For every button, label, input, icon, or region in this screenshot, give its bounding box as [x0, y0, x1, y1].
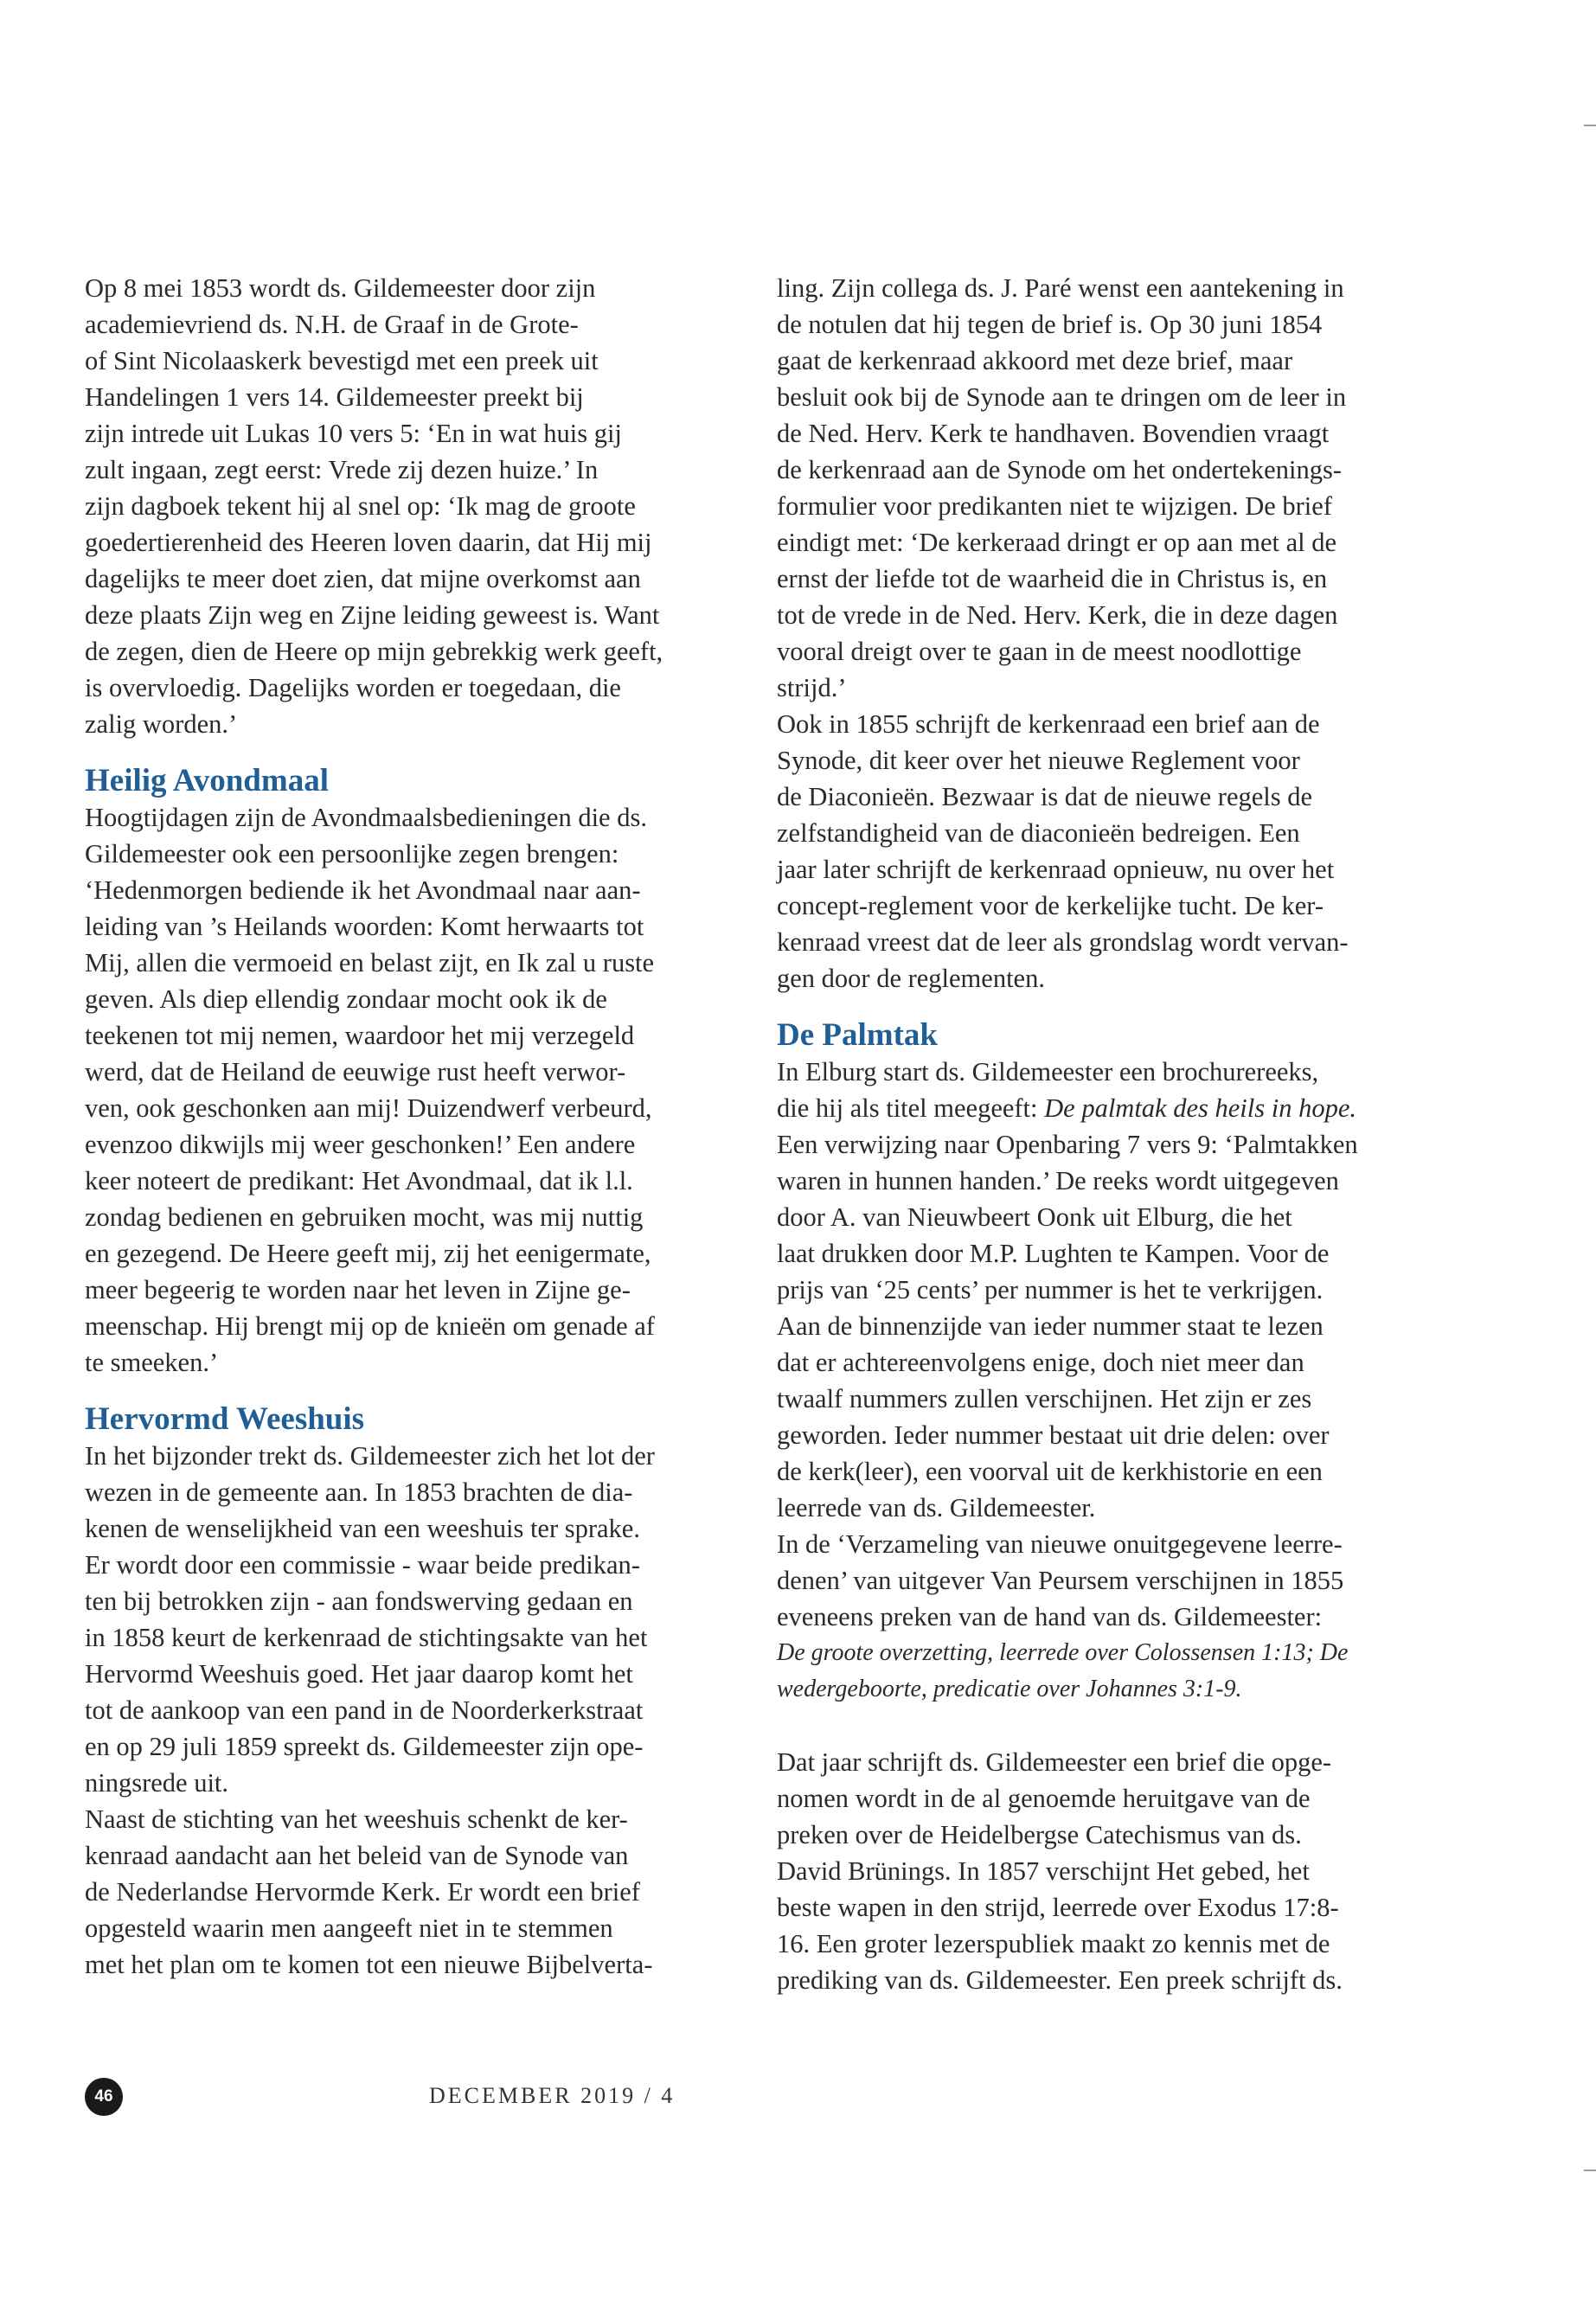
section-heading: Heilig Avondmaal: [85, 763, 329, 798]
text-line: strijd.’: [777, 673, 847, 702]
text-line: goedertierenheid des Heeren loven daarin, dat Hij mij: [85, 528, 652, 557]
section-heading: De Palmtak: [777, 1017, 938, 1053]
text-line: ling. Zijn collega ds. J. Paré wenst een aantekening in: [777, 273, 1344, 303]
text-line: Een verwijzing naar Openbaring 7 vers 9: ‘Palmtakken: [777, 1130, 1358, 1159]
text-line: denen’ van uitgever Van Peursem verschijnen in 1855: [777, 1566, 1344, 1595]
text-line: leerrede van ds. Gildemeester.: [777, 1493, 1096, 1522]
text-line: ven, ook geschonken aan mij! Duizendwerf verbeurd,: [85, 1093, 652, 1123]
text-line: zelfstandigheid van de diaconieën bedreigen. Een: [777, 818, 1300, 848]
intro-paragraph: [85, 270, 751, 742]
text-line: laat drukken door M.P. Lughten te Kampen. Voor de: [777, 1239, 1330, 1268]
text-line: prijs van ‘25 cents’ per nummer is het te verkrijgen.: [777, 1275, 1324, 1304]
text-line: ningsrede uit.: [85, 1768, 229, 1798]
text-line: ernst der liefde tot de waarheid die in Christus is, en: [777, 564, 1328, 593]
text-line: besluit ook bij de Synode aan te dringen om de leer in: [777, 382, 1347, 412]
text-line: gaat de kerkenraad akkoord met deze brief, maar: [777, 346, 1293, 375]
text-line: de zegen, dien de Heere op mijn gebrekkig werk geeft,: [85, 637, 663, 666]
section-heading: Hervormd Weeshuis: [85, 1401, 365, 1437]
text-line: kenraad vreest dat de leer als grondslag wordt vervan-: [777, 927, 1349, 957]
spacer: [85, 1381, 751, 1401]
text-line: meer begeerig te worden naar het leven in Zijne ge-: [85, 1275, 631, 1304]
text-line: David Brünings. In 1857 verschijnt Het gebed, het: [777, 1856, 1310, 1886]
section-de-palmtak: [777, 1017, 1443, 1708]
text-line: ‘Hedenmorgen bediende ik het Avondmaal naar aan-: [85, 875, 641, 905]
text-line: zijn intrede uit Lukas 10 vers 5: ‘En in wat huis gij: [85, 419, 622, 448]
text-line: tot de vrede in de Ned. Herv. Kerk, die in deze dagen: [777, 600, 1338, 630]
text-line: jaar later schrijft de kerkenraad opnieuw, nu over het: [777, 855, 1335, 884]
text-line: door A. van Nieuwbeert Oonk uit Elburg, die het: [777, 1202, 1292, 1232]
text-line: de Ned. Herv. Kerk te handhaven. Bovendien vraagt: [777, 419, 1330, 448]
text-line: 16. Een groter lezerspubliek maakt zo kennis met de: [777, 1929, 1330, 1958]
text-line: werd, dat de Heiland de eeuwige rust heeft verwor-: [85, 1057, 626, 1086]
text-line: de Nederlandse Hervormde Kerk. Er wordt een brief: [85, 1877, 640, 1907]
text-line: Handelingen 1 vers 14. Gildemeester preekt bij: [85, 382, 584, 412]
section-heilig-avondmaal: [85, 763, 751, 1381]
text-line: evenzoo dikwijls mij weer geschonken!’ Een andere: [85, 1130, 636, 1159]
text-line: prediking van ds. Gildemeester. Een preek schrijft ds.: [777, 1965, 1343, 1995]
text-line: formulier voor predikanten niet te wijzigen. De brief: [777, 491, 1332, 521]
text-line: Ook in 1855 schrijft de kerkenraad een brief aan de: [777, 709, 1320, 739]
text-line: Dat jaar schrijft ds. Gildemeester een brief die opge-: [777, 1747, 1332, 1777]
italic-text-line: De groote overzetting, leerrede over Colossensen 1:13; De: [777, 1639, 1349, 1666]
text-line: is overvloedig. Dagelijks worden er toegedaan, die: [85, 673, 621, 702]
text-line: leiding van ’s Heilands woorden: Komt herwaarts tot: [85, 912, 644, 941]
text-line: en op 29 juli 1859 spreekt ds. Gildemeester zijn ope-: [85, 1732, 644, 1761]
text-line: keer noteert de predikant: Het Avondmaal, dat ik l.l.: [85, 1166, 633, 1195]
text-line: eindigt met: ‘De kerkeraad dringt er op aan met al de: [777, 528, 1337, 557]
text-line: opgesteld waarin men aangeeft niet in te stemmen: [85, 1913, 613, 1943]
text-line: zult ingaan, zegt eerst: Vrede zij dezen huize.’ In: [85, 455, 599, 484]
text-line: In het bijzonder trekt ds. Gildemeester zich het lot der: [85, 1441, 655, 1471]
text-line: zondag bedienen en gebruiken mocht, was mij nuttig: [85, 1202, 644, 1232]
text-line: kenraad aandacht aan het beleid van de Synode van: [85, 1841, 629, 1870]
text-line: zijn dagboek tekent hij al snel op: ‘Ik mag de groote: [85, 491, 636, 521]
text-line: In de ‘Verzameling van nieuwe onuitgegevene leerre-: [777, 1529, 1343, 1559]
text-line: Hoogtijdagen zijn de Avondmaalsbedieningen die ds.: [85, 803, 647, 832]
text-line: Aan de binnenzijde van ieder nummer staat te lezen: [777, 1311, 1324, 1341]
text-line: Gildemeester ook een persoonlijke zegen brengen:: [85, 839, 619, 868]
text-line: geven. Als diep ellendig zondaar mocht ook ik de: [85, 984, 607, 1014]
text-line: of Sint Nicolaaskerk bevestigd met een preek uit: [85, 346, 599, 375]
text-line: concept-reglement voor de kerkelijke tucht. De ker-: [777, 891, 1324, 920]
text-line: gen door de reglementen.: [777, 964, 1045, 993]
text-line: Naast de stichting van het weeshuis schenkt de ker-: [85, 1804, 628, 1834]
text-line: tot de aankoop van een pand in de Noorderkerkstraat: [85, 1695, 644, 1725]
series-title: De palmtak des heils in hope.: [1044, 1093, 1356, 1123]
page-number-badge: 46: [85, 2078, 123, 2116]
text-line: In Elburg start ds. Gildemeester een brochurereeks,: [777, 1057, 1319, 1086]
text-line: zalig worden.’: [85, 709, 238, 739]
text-line: Op 8 mei 1853 wordt ds. Gildemeester door zijn: [85, 273, 596, 303]
text-line: in 1858 keurt de kerkenraad de stichtingsakte van het: [85, 1623, 648, 1652]
text-line: ten bij betrokken zijn - aan fondswerving gedaan en: [85, 1586, 633, 1616]
issue-label: DECEMBER 2019 / 4: [429, 2083, 676, 2108]
text-line: dagelijks te meer doet zien, dat mijne overkomst aan: [85, 564, 641, 593]
closing-paragraph: [777, 1744, 1443, 1998]
text-line: met het plan om te komen tot een nieuwe Bijbelverta-: [85, 1950, 653, 1979]
text-line: academievriend ds. N.H. de Graaf in de Grote-: [85, 310, 579, 339]
text-run: die hij als titel meegeeft:: [777, 1093, 1045, 1123]
section-hervormd-weeshuis: [85, 1401, 751, 1983]
continuation-paragraph: [777, 270, 1443, 997]
text-line: vooral dreigt over te gaan in de meest noodlottige: [777, 637, 1302, 666]
text-line: de notulen dat hij tegen de brief is. Op 30 juni 1854: [777, 310, 1323, 339]
text-line: Er wordt door een commissie - waar beide predikan-: [85, 1550, 640, 1580]
crop-mark-bottom: [1584, 2170, 1596, 2171]
text-line: Hervormd Weeshuis goed. Het jaar daarop komt het: [85, 1659, 633, 1689]
text-line: Synode, dit keer over het nieuwe Reglement voor: [777, 746, 1300, 775]
text-line: wezen in de gemeente aan. In 1853 brachten de dia-: [85, 1477, 633, 1507]
text-line: te smeeken.’: [85, 1348, 219, 1377]
text-line: deze plaats Zijn weg en Zijne leiding geweest is. Want: [85, 600, 660, 630]
text-line: de kerk(leer), een voorval uit de kerkhistorie en een: [777, 1457, 1323, 1486]
right-column: [777, 270, 1443, 1998]
text-line: twaalf nummers zullen verschijnen. Het zijn er zes: [777, 1384, 1312, 1413]
text-line: kenen de wenselijkheid van een weeshuis ter sprake.: [85, 1514, 640, 1543]
spacer: [777, 997, 1443, 1017]
text-line: Mij, allen die vermoeid en belast zijt, en Ik zal u ruste: [85, 948, 655, 977]
text-line: meenschap. Hij brengt mij op de knieën om genade af: [85, 1311, 655, 1341]
spacer: [85, 742, 751, 763]
text-line: waren in hunnen handen.’ De reeks wordt uitgegeven: [777, 1166, 1339, 1195]
text-line: nomen wordt in de al genoemde heruitgave van de: [777, 1784, 1311, 1813]
text-line: de Diaconieën. Bezwaar is dat de nieuwe regels de: [777, 782, 1313, 811]
spacer: [777, 1708, 1443, 1744]
text-line: beste wapen in den strijd, leerrede over Exodus 17:8-: [777, 1893, 1339, 1922]
page-footer: [85, 2078, 1443, 2116]
left-column: [85, 270, 751, 1983]
text-line: geworden. Ieder nummer bestaat uit drie delen: over: [777, 1420, 1330, 1450]
crop-mark-top: [1584, 125, 1596, 126]
text-line: dat er achtereenvolgens enige, doch niet meer dan: [777, 1348, 1304, 1377]
text-line: de kerkenraad aan de Synode om het ondertekenings-: [777, 455, 1342, 484]
text-line: [777, 1090, 1443, 1126]
text-line: teekenen tot mij nemen, waardoor het mij verzegeld: [85, 1021, 635, 1050]
text-line: preken over de Heidelbergse Catechismus van ds.: [777, 1820, 1302, 1849]
text-line: eveneens preken van de hand van ds. Gildemeester:: [777, 1602, 1323, 1631]
text-line: en gezegend. De Heere geeft mij, zij het eenigermate,: [85, 1239, 651, 1268]
italic-text-line: wedergeboorte, predicatie over Johannes 3:1-9.: [777, 1676, 1242, 1702]
